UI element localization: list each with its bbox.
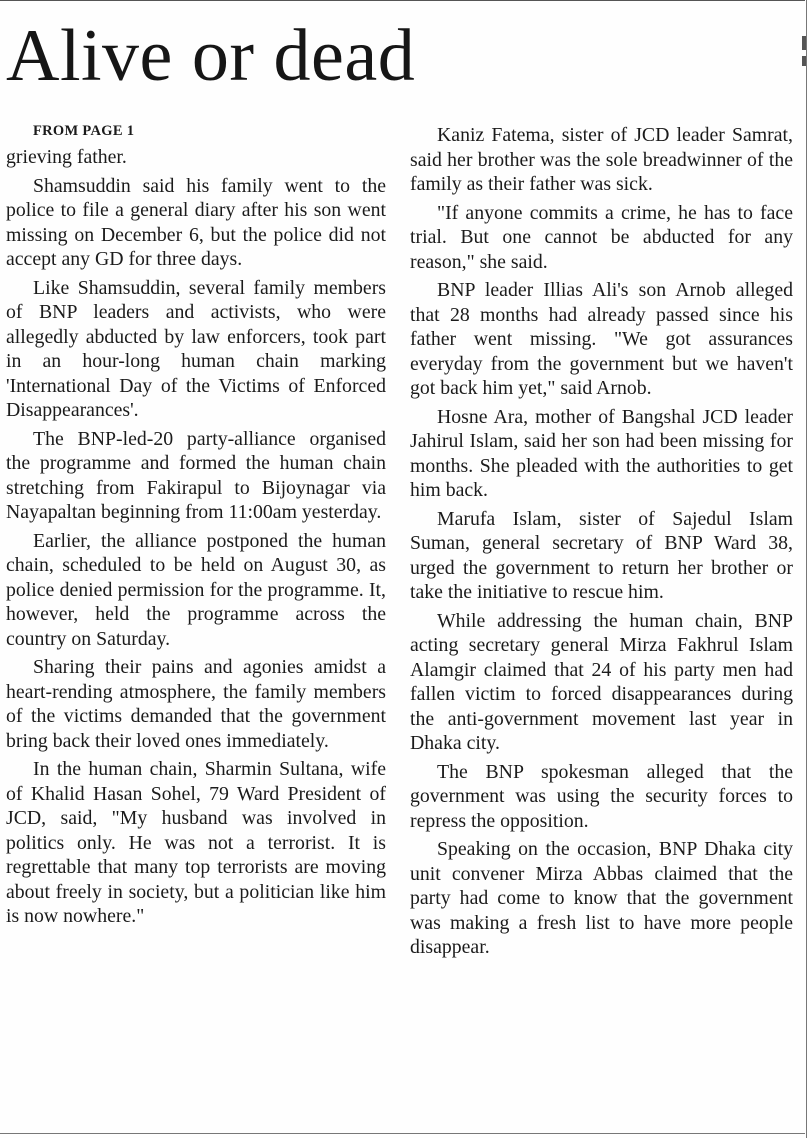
left-column [6,121,386,933]
right-rule [806,0,807,1138]
paragraph: Earlier, the alliance postponed the human chain, scheduled to be held on August 30, as police denied permission for the programme. It, however, held the programme across the country on Saturday. [6,529,386,650]
edge-mark [802,36,806,50]
paragraph: Sharing their pains and agonies amidst a heart-rending atmosphere, the family members of the victims demanded that the government bring back their loved ones immediately. [6,656,386,752]
paragraph: Marufa Islam, sister of Sajedul Islam Suman, general secretary of BNP Ward 38, urged the government to return her brother or take the initiative to rescue him. [410,507,793,603]
jump-line: FROM PAGE 1 [33,123,135,139]
right-column [410,123,793,964]
edge-mark [802,56,806,66]
bottom-rule [0,1133,805,1134]
paragraph: While addressing the human chain, BNP acting secretary general Mirza Fakhrul Islam Alamgir claimed that 24 of his party men had fallen victim to forced disappearances during the anti-government movement last year in Dhaka city. [410,609,793,754]
paragraph: Shamsuddin said his family went to the police to file a general diary after his son went missing on December 6, but the police did not accept any GD for three days. [6,174,386,270]
headline: Alive or dead [6,15,416,97]
paragraph: Like Shamsuddin, several family members of BNP leaders and activists, who were allegedly abducted by law enforcers, took part in an hour-long human chain marking 'International Day of the Victims of Enforced Disappearances'. [6,276,386,421]
paragraph: grieving father. [6,146,127,168]
paragraph: Hosne Ara, mother of Bangshal JCD leader Jahirul Islam, said her son had been missing for months. She pleaded with the authorities to get him back. [410,405,793,501]
paragraph: "If anyone commits a crime, he has to face trial. But one cannot be abducted for any reason," she said. [410,201,793,273]
paragraph: The BNP-led-20 party-alliance organised the programme and formed the human chain stretching from Fakirapul to Bijoynagar via Nayapaltan beginning from 11:00am yesterday. [6,427,386,523]
paragraph: In the human chain, Sharmin Sultana, wife of Khalid Hasan Sohel, 79 Ward President of JCD, said, "My husband was involved in politics only. He was not a terrorist. It is regrettable that many top terrorists are moving about freely in society, but a politician like him is now nowhere." [6,758,386,927]
paragraph: The BNP spokesman alleged that the government was using the security forces to repress the opposition. [410,760,793,832]
paragraph: Speaking on the occasion, BNP Dhaka city unit convener Mirza Abbas claimed that the party had come to know that the government was making a fresh list to have more people disappear. [410,838,793,958]
paragraph: Kaniz Fatema, sister of JCD leader Samrat, said her brother was the sole breadwinner of the family as their father was sick. [410,124,793,195]
top-rule [0,0,805,1]
paragraph: BNP leader Illias Ali's son Arnob alleged that 28 months had already passed since his father went missing. "We got assurances everyday from the government but we haven't got back him yet," said Arnob. [410,279,793,399]
